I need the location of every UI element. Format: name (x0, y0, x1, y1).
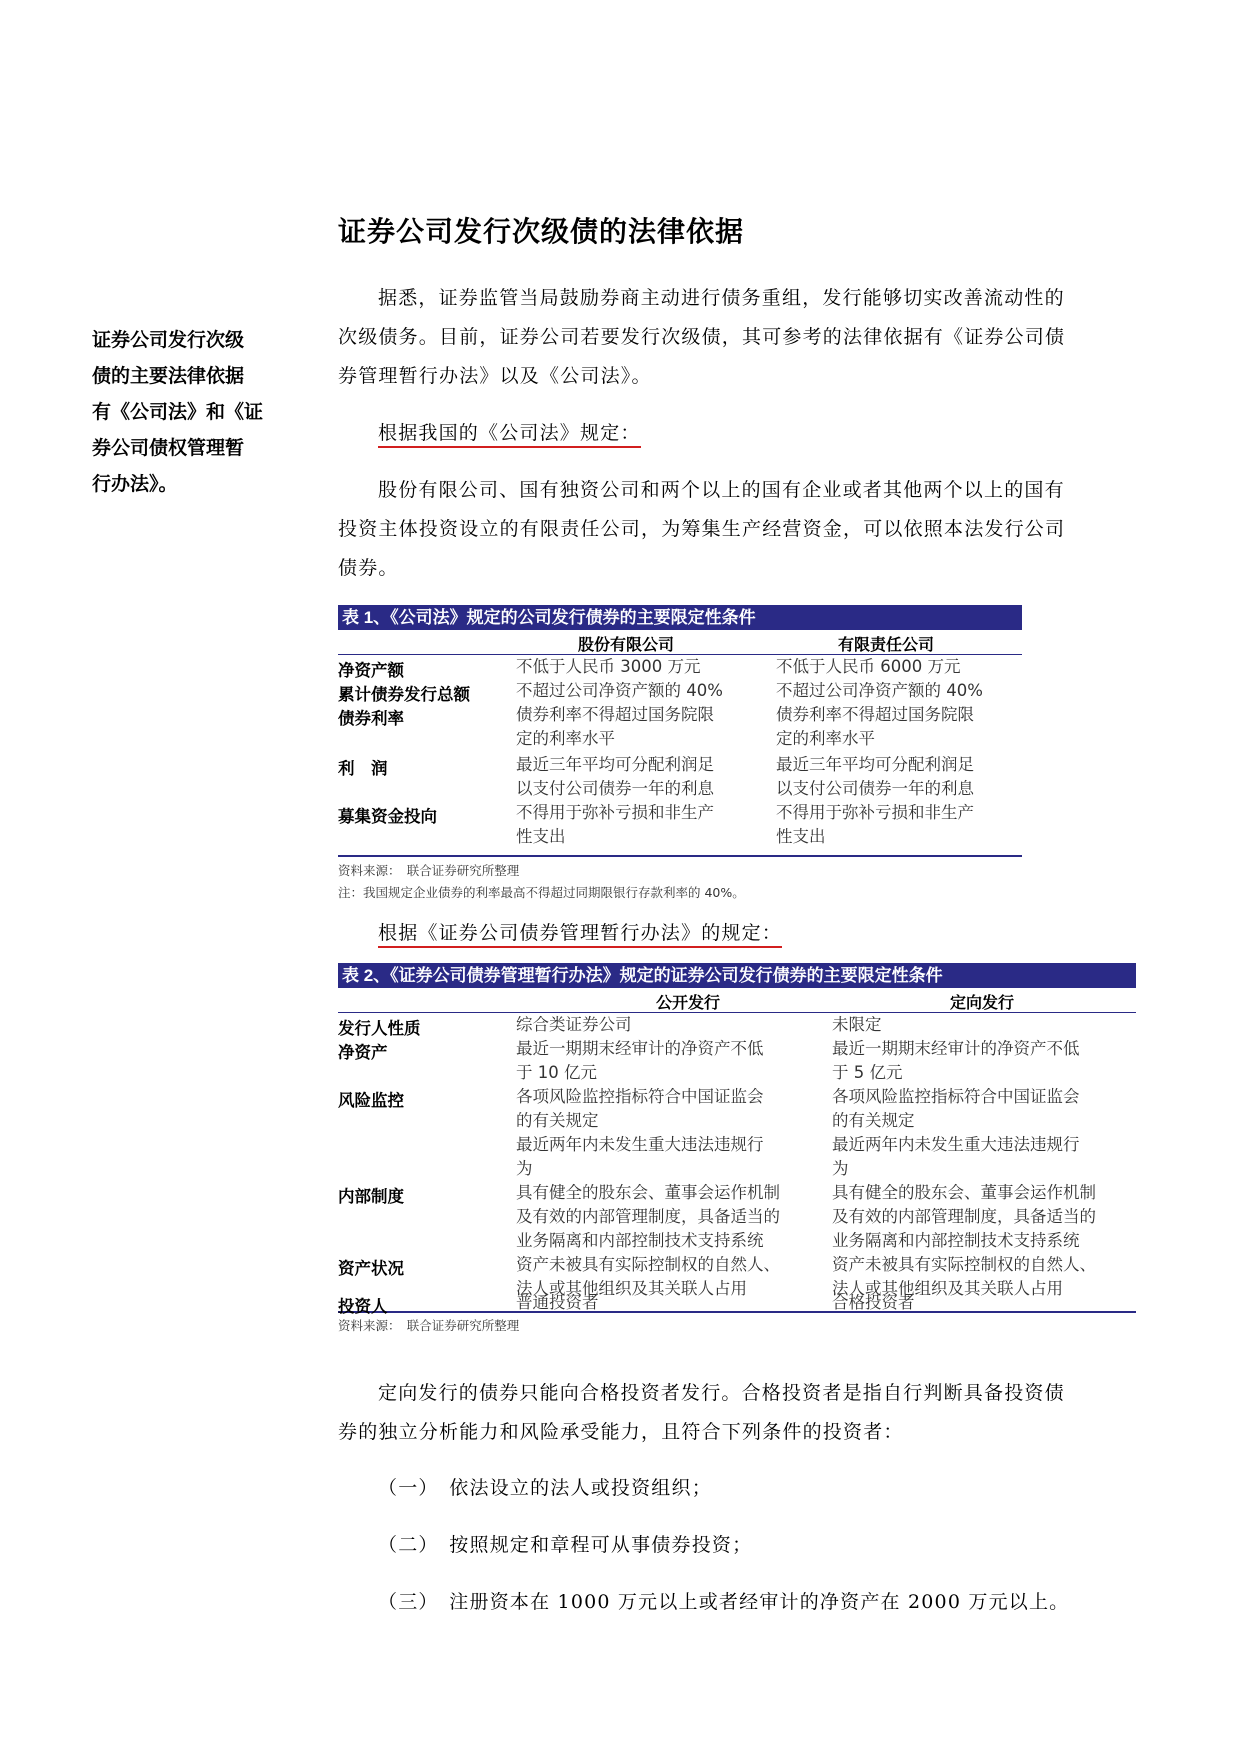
text-line: 券的独立分析能力和风险承受能力，且符合下列条件的投资者： (338, 1421, 904, 1443)
cell: 普通投资者 (516, 1293, 599, 1312)
row-label: 累计债券发行总额 (338, 685, 470, 704)
page-title: 证券公司发行次级债的法律依据 (338, 215, 745, 248)
column-header: 有限责任公司 (838, 635, 935, 654)
cell: 各项风险监控指标符合中国证监会 的有关规定 最近两年内未发生重大违法违规行 为 (516, 1087, 764, 1178)
table-title: 表 2、《证券公司债券管理暂行办法》规定的证券公司发行债券的主要限定性条件 (338, 963, 1136, 988)
cell: 最近三年平均可分配利润足 以支付公司债券一年的利息 (776, 755, 974, 798)
cell: 最近一期期末经审计的净资产不低 于 5 亿元 (832, 1039, 1080, 1082)
cell: 各项风险监控指标符合中国证监会 的有关规定 最近两年内未发生重大违法违规行 为 (832, 1087, 1080, 1178)
cell: 综合类证券公司 (516, 1015, 632, 1034)
sidebar-line: 证券公司发行次级 (92, 329, 245, 351)
table-body (338, 1013, 1136, 1316)
column-header: 股份有限公司 (578, 635, 675, 654)
paragraph-company-law-text (338, 471, 1128, 588)
cell: 最近三年平均可分配利润足 以支付公司债券一年的利息 (516, 755, 714, 798)
row-label: 发行人性质 (338, 1019, 421, 1038)
cell: 不得用于弥补亏损和非生产 性支出 (776, 803, 974, 846)
table-body (338, 655, 1022, 855)
list-item: （二） 按照规定和章程可从事债券投资； (378, 1534, 753, 1556)
paragraph-qualified-investors (338, 1374, 1128, 1452)
column-header: 公开发行 (656, 993, 721, 1012)
text-line: 定向发行的债券只能向合格投资者发行。合格投资者是指自行判断具备投资债 (378, 1382, 1065, 1404)
paragraph-company-law (338, 414, 1128, 453)
table-note: 注：我国规定企业债券的利率最高不得超过同期限银行存款利率的 40%。 (338, 885, 745, 900)
cell: 不得用于弥补亏损和非生产 性支出 (516, 803, 714, 846)
table-source: 资料来源： 联合证券研究所整理 (338, 1318, 520, 1333)
text-line: 债券。 (338, 557, 399, 579)
cell: 不低于人民币 6000 万元 (776, 657, 961, 676)
cell: 不超过公司净资产额的 40% (776, 681, 983, 700)
table-1 (338, 605, 1022, 901)
row-label: 净资产 (338, 1043, 388, 1062)
cell: 具有健全的股东会、董事会运作机制 及有效的内部管理制度，具备适当的 业务隔离和内部控制技术支持系统 (516, 1183, 780, 1250)
sidebar-summary (92, 322, 292, 502)
paragraph-intro (338, 279, 1128, 396)
underlined-heading: 根据我国的《公司法》规定： (378, 422, 641, 448)
row-label: 净资产额 (338, 661, 404, 680)
table-header (338, 988, 1136, 1013)
condition-list (338, 1469, 1128, 1622)
row-label: 资产状况 (338, 1259, 404, 1278)
list-item: （三） 注册资本在 1000 万元以上或者经审计的净资产在 2000 万元以上。 (378, 1591, 1070, 1613)
cell: 具有健全的股东会、董事会运作机制 及有效的内部管理制度，具备适当的 业务隔离和内部控制技术支持系统 (832, 1183, 1096, 1250)
sidebar-line: 券公司债权管理暂 (92, 437, 245, 459)
cell: 不超过公司净资产额的 40% (516, 681, 723, 700)
underlined-heading: 根据《证券公司债券管理暂行办法》的规定： (378, 922, 782, 948)
sidebar-line: 行办法》。 (92, 473, 178, 495)
table-rule (338, 855, 1022, 857)
row-label: 投资人 (338, 1297, 388, 1316)
cell: 债券利率不得超过国务院限 定的利率水平 (516, 705, 714, 748)
table-rule (338, 1311, 1136, 1313)
text-line: 投资主体投资设立的有限责任公司，为筹集生产经营资金，可以依照本法发行公司 (338, 518, 1066, 540)
cell: 最近一期期末经审计的净资产不低 于 10 亿元 (516, 1039, 764, 1082)
cell: 资产未被具有实际控制权的自然人、 法人或其他组织及其关联人占用 (832, 1255, 1096, 1298)
row-label: 利 润 (338, 759, 388, 778)
text-line: 券管理暂行办法》以及《公司法》。 (338, 365, 652, 387)
column-header: 定向发行 (950, 993, 1015, 1012)
list-item: （一） 依法设立的法人或投资组织； (378, 1477, 712, 1499)
cell: 债券利率不得超过国务院限 定的利率水平 (776, 705, 974, 748)
row-label: 债券利率 (338, 709, 404, 728)
table-2 (338, 963, 1136, 1334)
table-header (338, 630, 1022, 655)
text-line: 股份有限公司、国有独资公司和两个以上的国有企业或者其他两个以上的国有 (378, 479, 1065, 501)
cell: 不低于人民币 3000 万元 (516, 657, 701, 676)
row-label: 风险监控 (338, 1091, 404, 1110)
sidebar-line: 债的主要法律依据 (92, 365, 245, 387)
cell: 资产未被具有实际控制权的自然人、 法人或其他组织及其关联人占用 (516, 1255, 780, 1298)
row-label: 募集资金投向 (338, 807, 437, 826)
text-line: 次级债务。目前，证券公司若要发行次级债，其可参考的法律依据有《证券公司债 (338, 326, 1066, 348)
table-source: 资料来源： 联合证券研究所整理 (338, 863, 520, 878)
sidebar-line: 有《公司法》和《证 (92, 401, 264, 423)
table-title: 表 1、《公司法》规定的公司发行债券的主要限定性条件 (338, 605, 1022, 630)
cell: 合格投资者 (832, 1293, 915, 1312)
paragraph-securities-rules (338, 914, 1128, 953)
row-label: 内部制度 (338, 1187, 404, 1206)
text-line: 据悉，证券监管当局鼓励券商主动进行债务重组，发行能够切实改善流动性的 (378, 287, 1065, 309)
cell: 未限定 (832, 1015, 882, 1034)
